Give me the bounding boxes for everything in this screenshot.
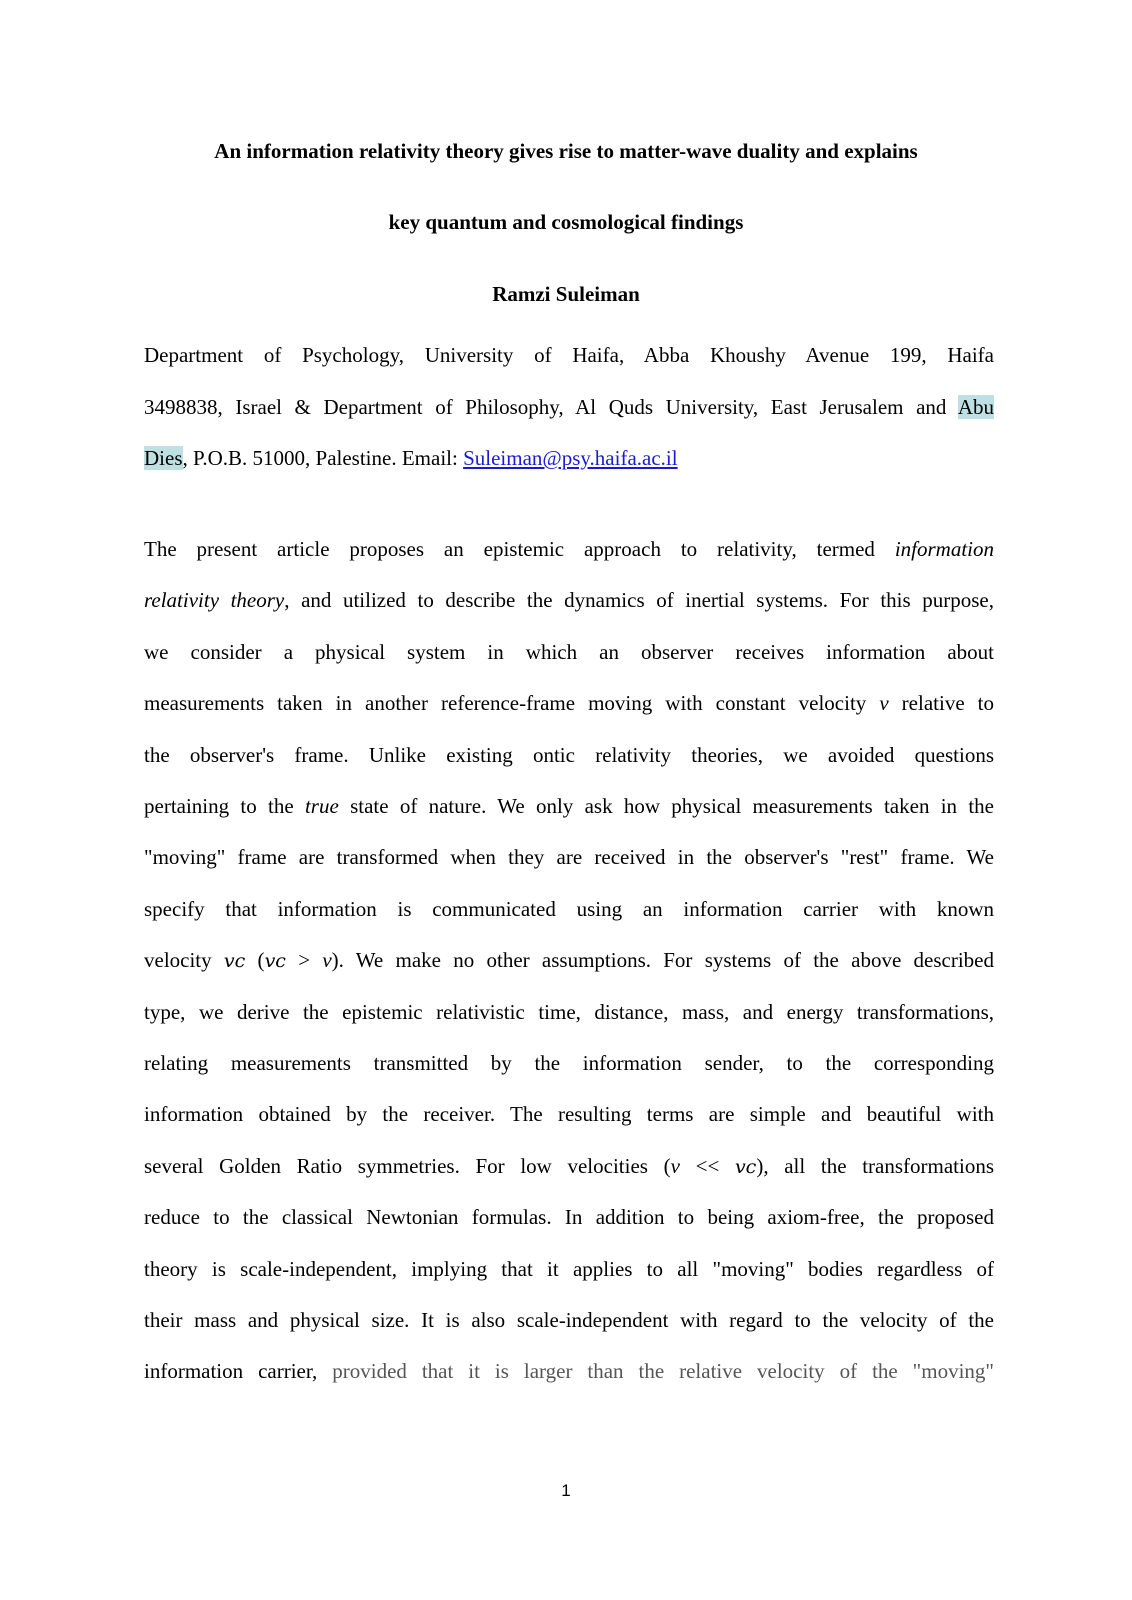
abstract-line — [144, 791, 994, 821]
abstract-line: the observer's frame. Unlike existing ontic relativity theories, we avoided questions — [144, 743, 994, 767]
abstract-text: measurements taken in another reference-frame moving with constant velocity — [144, 691, 880, 715]
abstract-line — [144, 1151, 994, 1182]
math-vc: 𝑣𝑐 — [264, 950, 286, 972]
abstract-line: specify that information is communicated using an information carrier with known — [144, 897, 994, 921]
affiliation-text: , P.O.B. 51000, Palestine. Email: — [182, 446, 464, 470]
abstract-text: The present article proposes an epistemic approach to relativity, termed — [144, 537, 895, 561]
author-name: Ramzi Suleiman — [492, 282, 640, 306]
italic-term: information — [894, 537, 994, 561]
abstract-text: ( — [245, 948, 265, 972]
italic-term: relativity theory — [144, 588, 285, 612]
abstract-line: type, we derive the epistemic relativistic time, distance, mass, and energy transformations, — [144, 1000, 994, 1024]
affiliation-line-3 — [144, 443, 994, 473]
math-vc: 𝑣𝑐 — [223, 950, 246, 972]
abstract-text: > — [285, 948, 323, 972]
abstract-line — [144, 1356, 994, 1386]
abstract-text: relative to — [888, 691, 995, 715]
abstract-text: ). We make no other assumptions. For systems of the above described — [331, 948, 994, 972]
variable-v: v — [322, 948, 332, 972]
affiliation-line-1: Department of Psychology, University of Haifa, Abba Khoushy Avenue 199, Haifa — [144, 343, 994, 367]
abstract-line: reduce to the classical Newtonian formulas. In addition to being axiom-free, the proposed — [144, 1205, 994, 1229]
abstract-text: information carrier, — [144, 1359, 333, 1383]
page-number: 1 — [561, 1481, 571, 1500]
affiliation-line-2 — [144, 392, 994, 422]
abstract-line: we consider a physical system in which an observer receives information about — [144, 640, 994, 664]
abstract-line: relating measurements transmitted by the information sender, to the corresponding — [144, 1051, 994, 1075]
highlighted-text: Abu — [957, 395, 994, 419]
email-link[interactable]: Suleiman@psy.haifa.ac.il — [463, 446, 678, 470]
abstract-line: information obtained by the receiver. The resulting terms are simple and beautiful with — [144, 1102, 994, 1126]
abstract-text: << — [679, 1154, 735, 1178]
variable-v: v — [670, 1154, 680, 1178]
affiliation-text: 3498838, Israel & Department of Philosophy, Al Quds University, East Jerusalem and — [144, 395, 958, 419]
paper-title-line-2: key quantum and cosmological findings — [388, 210, 744, 234]
math-vc: 𝑣𝑐 — [734, 1156, 757, 1178]
highlighted-text: Dies — [144, 446, 183, 470]
abstract-line: their mass and physical size. It is also scale-independent with regard to the velocity of the — [144, 1308, 994, 1332]
italic-term: true — [304, 794, 339, 818]
abstract-line — [144, 534, 994, 564]
abstract-line: theory is scale-independent, implying that it applies to all "moving" bodies regardless of — [144, 1257, 994, 1281]
paper-title-line-1: An information relativity theory gives rise to matter-wave duality and explains — [214, 139, 918, 163]
abstract-line: "moving" frame are transformed when they are received in the observer's "rest" frame. We — [144, 845, 994, 869]
abstract-text: state of nature. We only ask how physical measurements taken in the — [338, 794, 994, 818]
abstract-text: ), all the transformations — [756, 1154, 994, 1178]
abstract-text: , and utilized to describe the dynamics of inertial systems. For this purpose, — [284, 588, 994, 612]
abstract-line — [144, 688, 994, 718]
abstract-text-gray: provided that it is larger than the relative velocity of the "moving" — [332, 1359, 994, 1383]
abstract-text: pertaining to the — [144, 794, 305, 818]
abstract-text: velocity — [144, 948, 224, 972]
abstract-line — [144, 585, 994, 615]
abstract-line — [144, 945, 994, 976]
abstract-text: several Golden Ratio symmetries. For low velocities ( — [144, 1154, 671, 1178]
variable-v: v — [879, 691, 889, 715]
